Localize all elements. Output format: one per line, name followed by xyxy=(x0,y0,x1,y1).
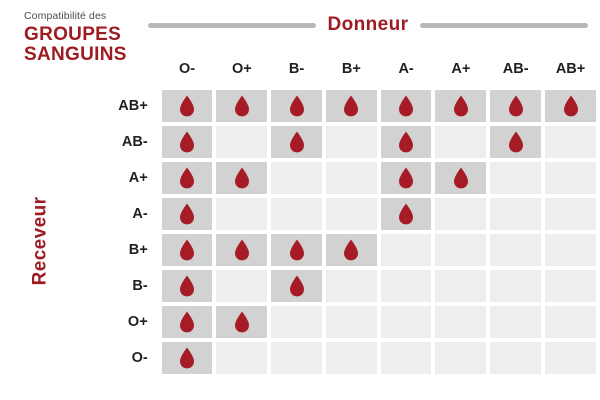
cell-B--from-O+ xyxy=(216,270,267,302)
cell-A+-from-B+ xyxy=(326,162,377,194)
row-header-Apos: A+ xyxy=(128,170,148,186)
column-header-Aneg: A- xyxy=(398,61,414,77)
blood-drop-icon xyxy=(343,95,359,117)
title-main-line1: GROUPES xyxy=(24,24,122,45)
row-header-ABneg: AB- xyxy=(121,134,148,150)
blood-drop-icon xyxy=(398,167,414,189)
column-header-Bneg: B- xyxy=(288,61,305,77)
donor-rule-left xyxy=(148,23,316,28)
cell-A--from-B- xyxy=(271,198,322,230)
blood-drop-icon xyxy=(179,131,195,153)
column-header-Bpos: B+ xyxy=(341,61,361,77)
cell-B--from-A- xyxy=(381,270,432,302)
donor-rule-right xyxy=(420,23,588,28)
title-subtitle: Compatibilité des xyxy=(24,10,107,22)
cell-O--from-AB- xyxy=(490,342,541,374)
table-row xyxy=(72,90,596,122)
blood-drop-icon xyxy=(179,275,195,297)
cell-AB--from-A- xyxy=(381,126,432,158)
cell-A--from-O- xyxy=(162,198,213,230)
cell-O--from-AB+ xyxy=(545,342,596,374)
blood-drop-icon xyxy=(179,203,195,225)
blood-drop-icon xyxy=(398,95,414,117)
cell-A+-from-O- xyxy=(162,162,213,194)
blood-drop-icon xyxy=(508,131,524,153)
cell-AB--from-O- xyxy=(162,126,213,158)
cell-O+-from-O- xyxy=(162,306,213,338)
cell-B--from-B+ xyxy=(326,270,377,302)
cell-A--from-A+ xyxy=(435,198,486,230)
row-header-Oneg: O- xyxy=(131,350,148,366)
blood-drop-icon xyxy=(234,239,250,261)
blood-drop-icon xyxy=(234,167,250,189)
cell-AB--from-A+ xyxy=(435,126,486,158)
table-row xyxy=(72,306,596,338)
table-corner xyxy=(72,52,158,86)
cell-B--from-A+ xyxy=(435,270,486,302)
blood-drop-icon xyxy=(289,275,305,297)
cell-A--from-B+ xyxy=(326,198,377,230)
cell-A+-from-AB+ xyxy=(545,162,596,194)
row-header-Opos: O+ xyxy=(127,314,148,330)
blood-drop-icon xyxy=(179,167,195,189)
blood-drop-icon xyxy=(289,95,305,117)
cell-A+-from-AB- xyxy=(490,162,541,194)
cell-AB--from-B+ xyxy=(326,126,377,158)
column-header-Opos: O+ xyxy=(231,61,252,77)
table-body xyxy=(72,90,596,374)
table-row xyxy=(72,198,596,230)
blood-drop-icon xyxy=(453,167,469,189)
cell-B--from-AB+ xyxy=(545,270,596,302)
title-main-line2: SANGUINS xyxy=(24,44,127,65)
table-row xyxy=(72,270,596,302)
cell-O+-from-B- xyxy=(271,306,322,338)
cell-O--from-A+ xyxy=(435,342,486,374)
blood-drop-icon xyxy=(398,203,414,225)
cell-O+-from-A- xyxy=(381,306,432,338)
column-header-ABneg: AB- xyxy=(502,61,529,77)
row-header-ABpos: AB+ xyxy=(118,98,148,114)
cell-O--from-B+ xyxy=(326,342,377,374)
column-header-Oneg: O- xyxy=(178,61,196,77)
cell-B--from-O- xyxy=(162,270,213,302)
cell-B+-from-O+ xyxy=(216,234,267,266)
cell-A--from-O+ xyxy=(216,198,267,230)
cell-B+-from-AB- xyxy=(490,234,541,266)
cell-B+-from-B- xyxy=(271,234,322,266)
compatibility-table xyxy=(68,48,600,378)
table-row xyxy=(72,234,596,266)
cell-AB+-from-B+ xyxy=(326,90,377,122)
donor-axis-label: Donneur xyxy=(327,14,409,35)
cell-A+-from-O+ xyxy=(216,162,267,194)
cell-A+-from-A+ xyxy=(435,162,486,194)
table-row xyxy=(72,342,596,374)
cell-AB--from-AB- xyxy=(490,126,541,158)
cell-B--from-B- xyxy=(271,270,322,302)
cell-A+-from-B- xyxy=(271,162,322,194)
row-header-Bneg: B- xyxy=(132,278,148,294)
table-row xyxy=(72,126,596,158)
cell-A--from-AB+ xyxy=(545,198,596,230)
column-header-Apos: A+ xyxy=(451,61,471,77)
cell-O+-from-AB- xyxy=(490,306,541,338)
cell-AB+-from-A+ xyxy=(435,90,486,122)
cell-A+-from-A- xyxy=(381,162,432,194)
blood-drop-icon xyxy=(563,95,579,117)
cell-B--from-AB- xyxy=(490,270,541,302)
table-header-row xyxy=(72,52,596,86)
cell-AB+-from-O- xyxy=(162,90,213,122)
cell-B+-from-A- xyxy=(381,234,432,266)
column-header-ABpos: AB+ xyxy=(555,61,586,77)
row-header-Aneg: A- xyxy=(132,206,148,222)
cell-AB--from-AB+ xyxy=(545,126,596,158)
cell-O--from-O+ xyxy=(216,342,267,374)
cell-A--from-AB- xyxy=(490,198,541,230)
blood-drop-icon xyxy=(179,347,195,369)
blood-drop-icon xyxy=(234,311,250,333)
blood-drop-icon xyxy=(398,131,414,153)
blood-drop-icon xyxy=(508,95,524,117)
cell-AB+-from-A- xyxy=(381,90,432,122)
cell-O+-from-B+ xyxy=(326,306,377,338)
cell-O+-from-AB+ xyxy=(545,306,596,338)
cell-AB+-from-AB- xyxy=(490,90,541,122)
cell-B+-from-O- xyxy=(162,234,213,266)
cell-O+-from-O+ xyxy=(216,306,267,338)
row-header-Bpos: B+ xyxy=(128,242,148,258)
blood-drop-icon xyxy=(289,131,305,153)
cell-AB--from-B- xyxy=(271,126,322,158)
compatibility-grid xyxy=(68,48,600,378)
cell-AB+-from-B- xyxy=(271,90,322,122)
cell-B+-from-AB+ xyxy=(545,234,596,266)
cell-AB+-from-AB+ xyxy=(545,90,596,122)
cell-AB+-from-O+ xyxy=(216,90,267,122)
cell-B+-from-B+ xyxy=(326,234,377,266)
blood-drop-icon xyxy=(179,95,195,117)
blood-drop-icon xyxy=(179,311,195,333)
cell-B+-from-A+ xyxy=(435,234,486,266)
cell-O+-from-A+ xyxy=(435,306,486,338)
donor-axis-header xyxy=(148,12,588,38)
cell-O--from-B- xyxy=(271,342,322,374)
recipient-axis-label: Receveur xyxy=(29,196,51,286)
blood-drop-icon xyxy=(343,239,359,261)
blood-drop-icon xyxy=(289,239,305,261)
cell-O--from-O- xyxy=(162,342,213,374)
cell-A--from-A- xyxy=(381,198,432,230)
cell-AB--from-O+ xyxy=(216,126,267,158)
cell-O--from-A- xyxy=(381,342,432,374)
table-row xyxy=(72,162,596,194)
blood-drop-icon xyxy=(234,95,250,117)
blood-drop-icon xyxy=(453,95,469,117)
blood-drop-icon xyxy=(179,239,195,261)
recipient-axis-header xyxy=(22,96,58,386)
